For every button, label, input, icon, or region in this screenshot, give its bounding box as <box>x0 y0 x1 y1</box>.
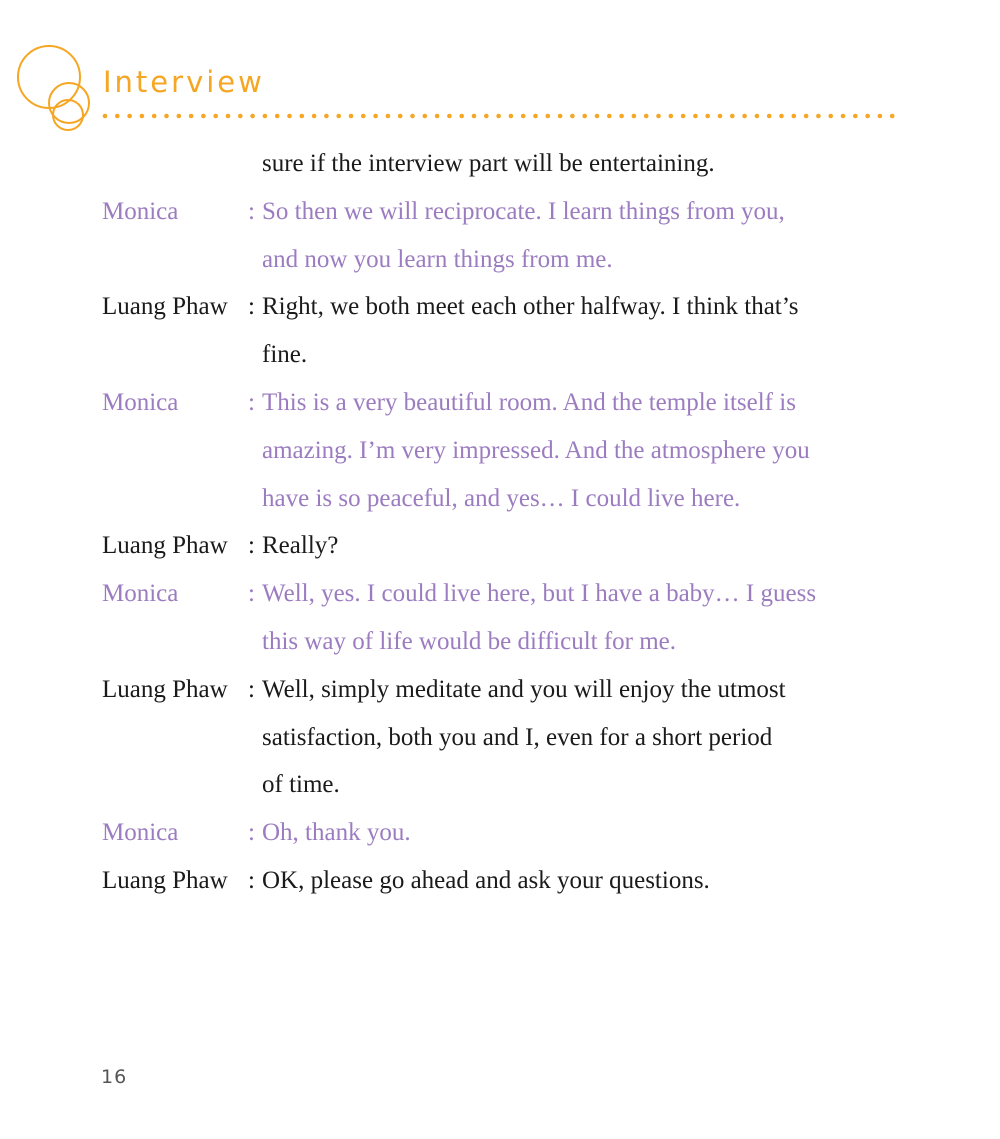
divider-dot <box>496 114 501 119</box>
speaker-name: Luang Phaw <box>102 293 228 321</box>
divider-dot <box>816 114 821 119</box>
speaker-colon: : <box>248 675 255 703</box>
transcript-line <box>102 331 922 379</box>
dialogue-text: sure if the interview part will be entertaining. <box>262 150 715 177</box>
divider-dot <box>250 114 255 119</box>
speaker-colon: : <box>248 866 255 894</box>
transcript-line <box>102 188 922 236</box>
transcript-line <box>102 236 922 284</box>
divider-dot <box>115 114 120 119</box>
transcript-line <box>102 857 922 905</box>
divider-dot <box>767 114 772 119</box>
transcript-line <box>102 618 922 666</box>
dialogue-text: Well, yes. I could live here, but I have a baby… I guess <box>262 580 817 608</box>
divider-dot <box>878 114 883 119</box>
speaker-name: Monica <box>102 580 179 608</box>
speaker-name: Luang Phaw <box>102 675 228 703</box>
transcript-line <box>102 666 922 714</box>
dialogue-text: have is so peaceful, and yes… I could live here. <box>262 484 741 512</box>
speaker-colon: : <box>248 293 255 321</box>
speaker-name: Monica <box>102 388 179 416</box>
dialogue-text: OK, please go ahead and ask your questions. <box>262 866 710 894</box>
divider-dot <box>509 114 514 119</box>
dialogue-text: of time. <box>262 771 340 799</box>
divider-dot <box>779 114 784 119</box>
divider-dot <box>828 114 833 119</box>
dialogue-text: Really? <box>262 532 339 560</box>
divider-dot <box>164 114 169 119</box>
divider-dot <box>386 114 391 119</box>
dialogue-text: satisfaction, both you and I, even for a short period <box>262 723 773 751</box>
divider-dot <box>312 114 317 119</box>
divider-dot <box>349 114 354 119</box>
dialogue-text: Oh, thank you. <box>262 819 411 847</box>
divider-dot <box>619 114 624 119</box>
transcript-line <box>102 570 922 618</box>
overlapping-circles-icon <box>14 40 104 135</box>
divider-dot <box>546 114 551 119</box>
divider-dot <box>459 114 464 119</box>
transcript-line <box>102 475 922 523</box>
transcript-line <box>102 140 922 188</box>
divider-dot <box>275 114 280 119</box>
speaker-colon: : <box>248 388 255 416</box>
divider-dot <box>189 114 194 119</box>
divider-dot <box>226 114 231 119</box>
divider-dot <box>336 114 341 119</box>
dialogue-text: Right, we both meet each other halfway. I think that’s <box>262 293 799 321</box>
divider-dot <box>755 114 760 119</box>
divider-dot <box>324 114 329 119</box>
speaker-name: Monica <box>102 197 179 225</box>
divider-dot <box>238 114 243 119</box>
divider-dot <box>423 114 428 119</box>
divider-dot <box>890 114 895 119</box>
speaker-name: Luang Phaw <box>102 866 228 894</box>
transcript-line <box>102 379 922 427</box>
divider-dot <box>361 114 366 119</box>
divider-dot <box>472 114 477 119</box>
divider-dot <box>521 114 526 119</box>
divider-dot <box>595 114 600 119</box>
page-title: Interview <box>103 65 265 99</box>
speaker-colon: : <box>248 580 255 608</box>
divider-dot <box>373 114 378 119</box>
speaker-name: Monica <box>102 819 179 847</box>
divider-dot <box>582 114 587 119</box>
divider-dot <box>705 114 710 119</box>
divider-dot <box>792 114 797 119</box>
divider-dot <box>447 114 452 119</box>
divider-dot <box>558 114 563 119</box>
divider-dot <box>804 114 809 119</box>
divider-dot <box>177 114 182 119</box>
divider-dot <box>435 114 440 119</box>
divider-dot <box>287 114 292 119</box>
transcript-line <box>102 714 922 762</box>
dotted-divider <box>101 112 901 120</box>
divider-dot <box>201 114 206 119</box>
divider-dot <box>632 114 637 119</box>
divider-dot <box>533 114 538 119</box>
divider-dot <box>103 114 108 119</box>
transcript-line <box>102 761 922 809</box>
divider-dot <box>152 114 157 119</box>
divider-dot <box>693 114 698 119</box>
speaker-colon: : <box>248 532 255 560</box>
dialogue-text: This is a very beautiful room. And the temple itself is <box>262 388 796 416</box>
dialogue-text: and now you learn things from me. <box>262 245 613 273</box>
divider-dot <box>484 114 489 119</box>
divider-dot <box>644 114 649 119</box>
divider-dot <box>841 114 846 119</box>
divider-dot <box>681 114 686 119</box>
divider-dot <box>607 114 612 119</box>
transcript-line <box>102 427 922 475</box>
divider-dot <box>730 114 735 119</box>
dialogue-text: fine. <box>262 341 308 369</box>
transcript-line <box>102 522 922 570</box>
dialogue-text: this way of life would be difficult for me. <box>262 627 677 655</box>
divider-dot <box>410 114 415 119</box>
divider-dot <box>140 114 145 119</box>
dialogue-text: amazing. I’m very impressed. And the atmosphere you <box>262 436 810 464</box>
divider-dot <box>213 114 218 119</box>
transcript-line <box>102 283 922 331</box>
dialogue-text: So then we will reciprocate. I learn things from you, <box>262 197 785 225</box>
speaker-name: Luang Phaw <box>102 532 228 560</box>
transcript-line <box>102 809 922 857</box>
speaker-colon: : <box>248 197 255 225</box>
divider-dot <box>718 114 723 119</box>
divider-dot <box>300 114 305 119</box>
speaker-colon: : <box>248 819 255 847</box>
divider-dot <box>865 114 870 119</box>
divider-dot <box>853 114 858 119</box>
page-number: 16 <box>101 1066 128 1088</box>
divider-dot <box>570 114 575 119</box>
divider-dot <box>398 114 403 119</box>
divider-dot <box>127 114 132 119</box>
interview-transcript <box>102 140 922 905</box>
dialogue-text: Well, simply meditate and you will enjoy the utmost <box>262 675 786 703</box>
divider-dot <box>263 114 268 119</box>
divider-dot <box>669 114 674 119</box>
divider-dot <box>656 114 661 119</box>
divider-dot <box>742 114 747 119</box>
